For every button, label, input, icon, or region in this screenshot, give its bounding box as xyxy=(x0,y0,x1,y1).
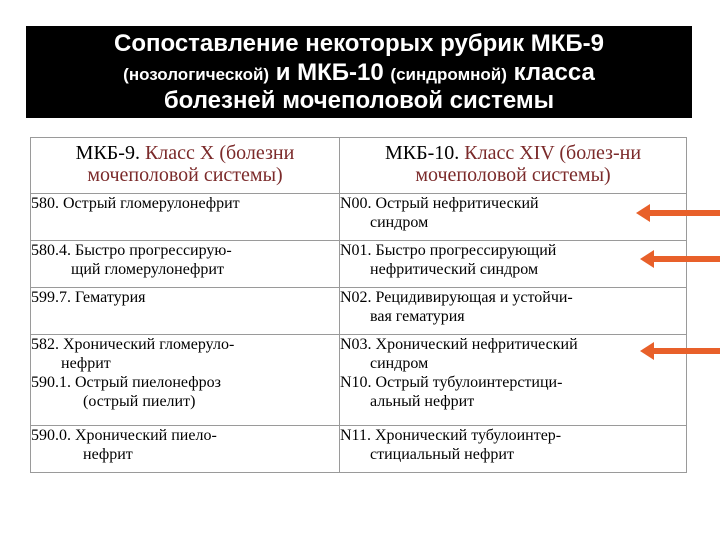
icd10-entry-cont: вая гематурия xyxy=(370,308,465,325)
icd9-cell xyxy=(31,335,340,426)
comparison-table xyxy=(30,137,687,473)
title-line-3: болезней мочеполовой системы xyxy=(163,87,555,114)
icd10-cell xyxy=(340,426,687,473)
icd9-entry-cont: нефрит xyxy=(83,446,133,463)
header-icd10-code: МКБ-10. xyxy=(384,142,460,164)
icd10-entry: N02. Рецидивирующая и устойчи- xyxy=(340,289,573,306)
icd10-entry-cont: стициальный нефрит xyxy=(370,446,514,463)
icd9-entry: 590.1. Острый пиелонефроз xyxy=(31,374,221,391)
header-icd9-title-2: мочеполовой системы) xyxy=(87,164,283,186)
header-icd9-code: МКБ-9. xyxy=(75,142,140,164)
arrow-left-icon xyxy=(640,249,720,269)
icd9-cell xyxy=(31,426,340,473)
icd9-entry: 580. Острый гломерулонефрит xyxy=(31,195,240,212)
icd10-entry-cont: нефритический синдром xyxy=(370,261,539,278)
title-line-1: Сопоставление некоторых рубрик МКБ-9 xyxy=(114,30,604,57)
icd10-entry-cont: синдром xyxy=(370,355,429,372)
title-syndromic: (синдромной) xyxy=(390,65,507,84)
icd9-cell xyxy=(31,288,340,335)
icd10-entry-cont: синдром xyxy=(370,214,429,231)
icd10-cell xyxy=(340,194,687,241)
icd9-entry-cont: (острый пиелит) xyxy=(83,393,196,410)
icd9-entry: 599.7. Гематурия xyxy=(31,289,146,306)
title-and-icd10: и МКБ-10 xyxy=(269,59,391,86)
title-nosological: (нозологической) xyxy=(123,65,270,84)
icd9-entry: 582. Хронический гломеруло- xyxy=(31,336,235,353)
icd10-cell xyxy=(340,335,687,426)
table-row xyxy=(31,335,687,426)
title-line-2 xyxy=(26,59,692,89)
table-row xyxy=(31,288,687,335)
header-icd10-title-2: мочеполовой системы) xyxy=(415,164,611,186)
icd9-entry: 590.0. Хронический пиело- xyxy=(31,427,217,444)
icd9-cell xyxy=(31,194,340,241)
icd10-entry: N03. Хронический нефритический xyxy=(340,336,578,353)
table-row xyxy=(31,426,687,473)
slide-title xyxy=(26,26,692,118)
icd9-cell xyxy=(31,241,340,288)
table-row xyxy=(31,194,687,241)
header-icd9-title: Класс X (болезни xyxy=(139,142,295,164)
table-row xyxy=(31,241,687,288)
icd10-cell xyxy=(340,288,687,335)
icd10-entry: N10. Острый тубулоинтерстици- xyxy=(340,374,563,391)
arrow-left-icon xyxy=(640,341,720,361)
header-icd10-title: Класс XIV (болез-ни xyxy=(459,142,642,164)
icd10-entry: N01. Быстро прогрессирующий xyxy=(340,242,557,259)
header-icd9 xyxy=(31,138,340,194)
icd10-entry: N00. Острый нефритический xyxy=(340,195,539,212)
icd9-entry-cont: щий гломерулонефрит xyxy=(71,261,224,278)
icd10-cell xyxy=(340,241,687,288)
icd9-entry: 580.4. Быстро прогрессирую- xyxy=(31,242,232,259)
title-class: класса xyxy=(506,59,595,86)
icd9-entry-cont: нефрит xyxy=(61,355,111,372)
icd10-entry: N11. Хронический тубулоинтер- xyxy=(340,427,562,444)
header-icd10 xyxy=(340,138,687,194)
icd10-entry-cont: альный нефрит xyxy=(370,393,475,410)
table-header xyxy=(31,138,687,194)
arrow-left-icon xyxy=(636,203,720,223)
